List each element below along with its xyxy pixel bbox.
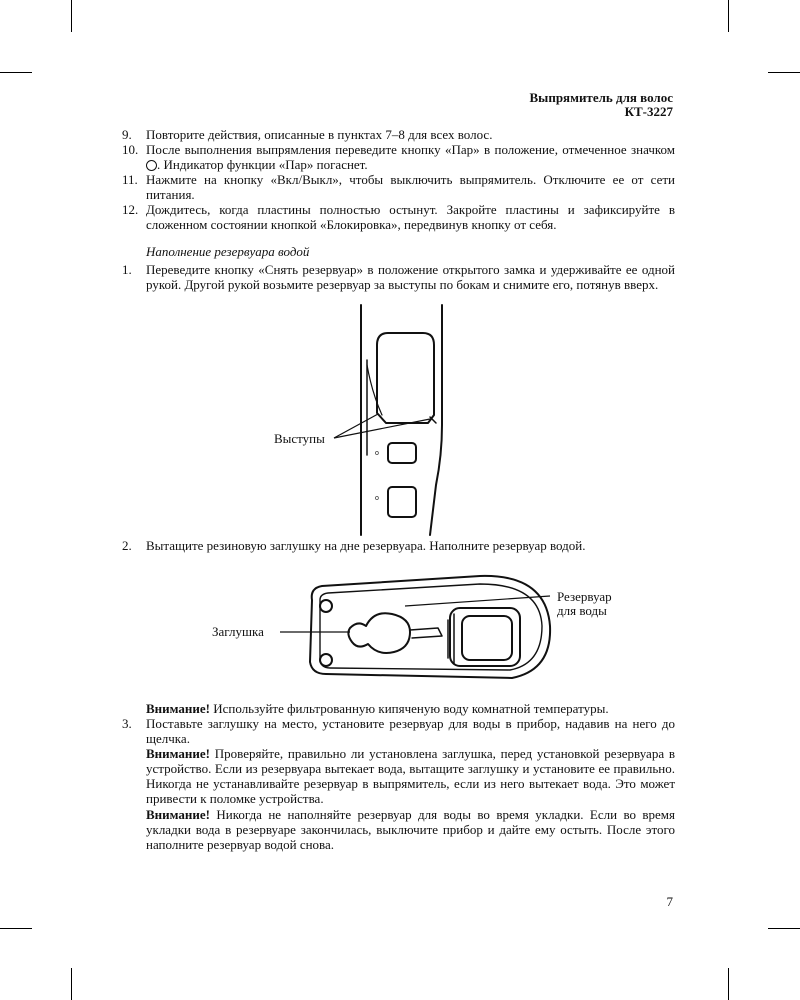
step-number: 1.	[122, 262, 132, 277]
tank-pointer-line	[400, 590, 555, 610]
figure-label-tank	[557, 590, 612, 618]
attention-note	[146, 746, 675, 806]
running-header	[530, 91, 673, 119]
step-3	[122, 716, 675, 746]
attention-text: Проверяйте, правильно ли установлена заглушка, перед установкой резервуара в устройство. Если из резервуара вытекает вода, вытащите заглушку и установите ее правильно. Никогда не устанавливайте резервуар в выпрямитель, если из него вытекает вода. Это может привести к поломке устройства.	[146, 746, 675, 806]
attention-bold: Внимание!	[146, 701, 210, 716]
icon-label: o	[375, 495, 379, 502]
step-2	[122, 538, 675, 553]
step-text: Вытащите резиновую заглушку на дне резервуара. Наполните резервуар водой.	[146, 538, 586, 553]
step-text: Переведите кнопку «Снять резервуар» в положение открытого замка и удерживайте ее одной рукой. Другой рукой возьмите резервуар за выступы по бокам и снимите его, потянув вверх.	[146, 262, 675, 292]
icon-label: o	[375, 450, 379, 457]
steps-list-c	[122, 538, 675, 553]
step-number: 2.	[122, 538, 132, 553]
crop-mark	[768, 928, 800, 929]
step-text: После выполнения выпрямления переведите кнопку «Пар» в положение, отмеченное значком	[146, 142, 675, 157]
page-number: 7	[666, 894, 673, 909]
step-number: 3.	[122, 716, 132, 731]
crop-mark	[728, 968, 729, 1000]
figure-label-tank-line2: для воды	[557, 603, 607, 618]
step-text: Дождитесь, когда пластины полностью остынут. Закройте пластины и зафиксируйте в сложенном состоянии кнопкой «Блокировка», передвинув кнопку от себя.	[146, 202, 675, 232]
section-title: Наполнение резервуара водой	[146, 244, 310, 259]
crop-mark	[0, 928, 32, 929]
steps-list-b	[122, 262, 675, 292]
step-9	[122, 127, 675, 142]
step-12	[122, 202, 675, 232]
circle-icon	[146, 160, 157, 171]
step-10	[122, 142, 675, 172]
crop-mark	[71, 0, 72, 32]
crop-mark	[768, 72, 800, 73]
attention-note	[146, 701, 675, 716]
step-text: Повторите действия, описанные в пунктах 7–8 для всех волос.	[146, 127, 493, 142]
steps-list-a	[122, 127, 675, 232]
attention-text: Никогда не наполняйте резервуар для воды во время укладки. Если во время укладки вода в резервуаре закончилась, выключите прибор и дайте ему остыть. После этого наполните резервуар водой снова.	[146, 807, 675, 852]
crop-mark	[728, 0, 729, 32]
attention-bold: Внимание!	[146, 746, 210, 761]
crop-mark	[71, 968, 72, 1000]
step-1	[122, 262, 675, 292]
attention-note	[146, 807, 675, 852]
step-number: 11.	[122, 172, 138, 187]
steps-list-d	[122, 716, 675, 746]
step-number: 12.	[122, 202, 139, 217]
header-model: КТ-3227	[624, 104, 673, 119]
step-text: . Индикатор функции «Пар» погаснет.	[157, 157, 368, 172]
crop-mark	[0, 72, 32, 73]
figure-label-protrusions: Выступы	[274, 431, 325, 446]
pointer-lines	[330, 400, 440, 445]
plug-pointer-line	[280, 628, 360, 638]
attention-bold: Внимание!	[146, 807, 210, 822]
step-number: 9.	[122, 127, 132, 142]
step-number: 10.	[122, 142, 139, 157]
step-text: Поставьте заглушку на место, установите резервуар для воды в прибор, надавив на него до щелчка.	[146, 716, 675, 746]
figure-label-tank-line1: Резервуар	[557, 589, 612, 604]
step-11	[122, 172, 675, 202]
attention-text: Используйте фильтрованную кипяченую воду комнатной температуры.	[210, 701, 609, 716]
header-title: Выпрямитель для волос	[529, 90, 673, 105]
step-text: Нажмите на кнопку «Вкл/Выкл», чтобы выключить выпрямитель. Отключите ее от сети питания.	[146, 172, 675, 202]
figure-label-plug: Заглушка	[212, 624, 264, 639]
